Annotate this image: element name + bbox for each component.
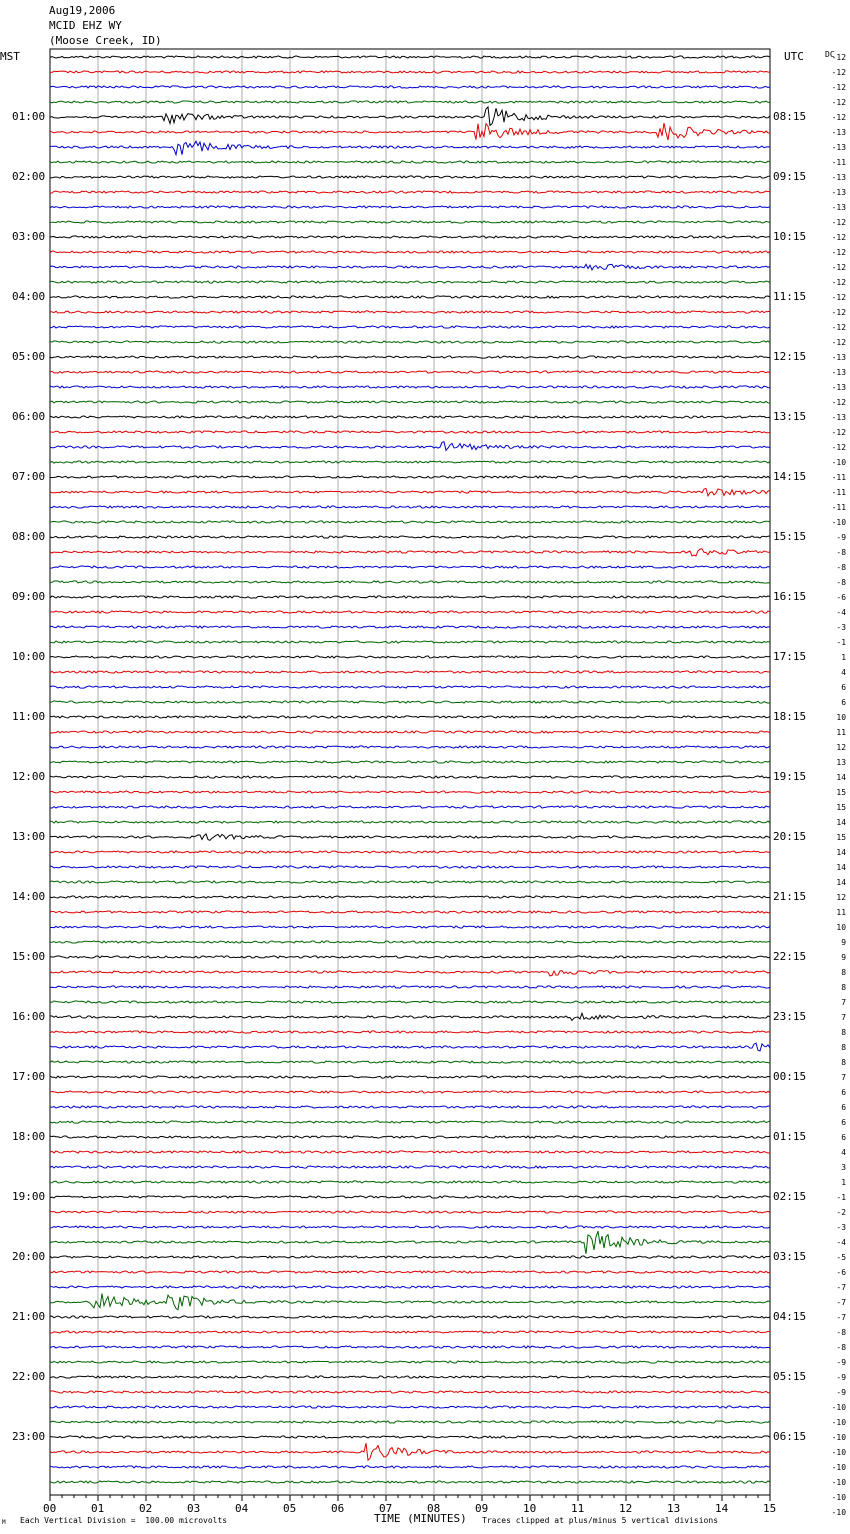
dc-offset-value: 15 [836, 833, 847, 842]
x-tick-label: 07 [379, 1502, 393, 1515]
seismic-trace [50, 926, 770, 928]
chart-location: (Moose Creek, ID) [49, 34, 162, 47]
dc-offset-value: 8 [841, 983, 847, 992]
seismic-trace [50, 206, 770, 208]
mst-hour-label: 05:00 [12, 350, 46, 363]
mst-hour-label: 09:00 [12, 590, 46, 603]
dc-offset-value: 8 [841, 1043, 847, 1052]
seismic-trace [50, 821, 770, 823]
dc-offset-value: -13 [831, 143, 847, 152]
seismic-trace [50, 296, 770, 298]
dc-offset-value: 4 [841, 668, 847, 677]
dc-offset-value: -13 [831, 383, 847, 392]
seismic-trace [50, 1151, 770, 1153]
seismic-trace [50, 1406, 770, 1408]
dc-offset-value: 14 [836, 773, 847, 782]
dc-offset-value: -4 [836, 1238, 847, 1247]
x-tick-label: 15 [763, 1502, 777, 1515]
dc-offset-value: -12 [831, 68, 847, 77]
dc-offset-value: -12 [831, 113, 847, 122]
dc-offset-value: 13 [836, 758, 847, 767]
seismic-trace [50, 1211, 770, 1213]
seismic-trace [50, 251, 770, 253]
dc-offset-value: 8 [841, 1028, 847, 1037]
seismic-trace [50, 1226, 770, 1228]
dc-offset-value: 7 [841, 1073, 847, 1082]
seismic-trace [50, 1091, 770, 1093]
seismic-trace [50, 107, 770, 125]
seismic-trace [50, 1293, 770, 1309]
dc-offset-value: -13 [831, 413, 847, 422]
seismic-trace [50, 1466, 770, 1468]
seismic-trace [50, 656, 770, 658]
utc-hour-label: 18:15 [773, 710, 807, 723]
x-tick-label: 11 [571, 1502, 585, 1515]
seismic-trace [50, 941, 770, 943]
x-tick-label: 04 [235, 1502, 249, 1515]
dc-offset-value: 6 [841, 1118, 847, 1127]
dc-offset-value: 6 [841, 683, 847, 692]
clip-note: Traces clipped at plus/minus 5 vertical divisions [482, 1516, 719, 1525]
seismic-trace [50, 641, 770, 643]
mst-hour-label: 12:00 [12, 770, 46, 783]
dc-offset-value: -10 [831, 1493, 847, 1502]
utc-hour-label: 03:15 [773, 1250, 807, 1263]
dc-offset-value: 10 [836, 713, 847, 722]
seismic-trace [50, 461, 770, 463]
dc-offset-value: 14 [836, 878, 847, 887]
seismic-trace [50, 311, 770, 313]
seismic-trace [50, 1286, 770, 1288]
chart-station: MCID EHZ WY [49, 19, 122, 32]
dc-offset-value: -10 [831, 1478, 847, 1487]
dc-offset-value: 7 [841, 998, 847, 1007]
seismic-trace [50, 1166, 770, 1168]
seismic-trace [50, 431, 770, 433]
dc-offset-value: -12 [831, 53, 847, 62]
mst-hour-label: 08:00 [12, 530, 46, 543]
x-tick-label: 01 [91, 1502, 105, 1515]
seismic-trace [50, 1346, 770, 1348]
utc-hour-label: 11:15 [773, 290, 807, 303]
dc-offset-value: 12 [836, 893, 847, 902]
dc-offset-value: 1 [841, 1178, 847, 1187]
seismic-trace [50, 536, 770, 538]
mst-hour-label: 14:00 [12, 890, 46, 903]
seismic-trace [50, 834, 770, 840]
seismic-trace [50, 101, 770, 103]
seismic-trace [50, 731, 770, 733]
seismic-trace [50, 521, 770, 523]
seismic-trace [50, 488, 770, 496]
seismic-trace [50, 671, 770, 673]
dc-offset-value: 4 [841, 1148, 847, 1157]
dc-offset-value: -12 [831, 308, 847, 317]
utc-hour-label: 05:15 [773, 1370, 807, 1383]
seismic-trace [50, 761, 770, 763]
dc-offset-value: 8 [841, 968, 847, 977]
seismic-trace [50, 161, 770, 163]
seismic-trace [50, 1481, 770, 1483]
seismic-trace [50, 1443, 770, 1460]
dc-offset-value: -9 [836, 1373, 847, 1382]
dc-offset-value: -12 [831, 338, 847, 347]
utc-hour-label: 02:15 [773, 1190, 807, 1203]
dc-offset-value: -10 [831, 518, 847, 527]
mst-hour-label: 06:00 [12, 410, 46, 423]
seismic-trace [50, 956, 770, 958]
seismic-trace [50, 896, 770, 898]
chart-date: Aug19,2006 [49, 4, 116, 17]
seismic-trace [50, 1001, 770, 1003]
seismic-trace [50, 442, 770, 451]
dc-offset-value: -1 [836, 1193, 847, 1202]
seismic-trace [50, 986, 770, 988]
seismic-trace [50, 1136, 770, 1138]
right-zone-label: UTC [784, 50, 804, 63]
mst-hour-label: 18:00 [12, 1130, 46, 1143]
dc-offset-value: -12 [831, 263, 847, 272]
seismic-trace [50, 1121, 770, 1123]
dc-offset-value: 6 [841, 1088, 847, 1097]
seismic-trace [50, 716, 770, 718]
dc-offset-value: -6 [836, 1268, 847, 1277]
seismic-trace [50, 1196, 770, 1198]
utc-hour-label: 00:15 [773, 1070, 807, 1083]
mst-hour-label: 04:00 [12, 290, 46, 303]
seismic-trace [50, 1436, 770, 1438]
dc-offset-value: 7 [841, 1013, 847, 1022]
utc-hour-label: 14:15 [773, 470, 807, 483]
seismic-trace [50, 1181, 770, 1183]
x-tick-label: 02 [139, 1502, 153, 1515]
dc-offset-value: -12 [831, 428, 847, 437]
dc-offset-value: -13 [831, 368, 847, 377]
x-tick-label: 13 [667, 1502, 681, 1515]
mst-hour-label: 15:00 [12, 950, 46, 963]
seismic-trace [50, 191, 770, 193]
seismic-trace [50, 1061, 770, 1063]
seismic-trace [50, 1376, 770, 1378]
mst-hour-label: 22:00 [12, 1370, 46, 1383]
scale-note: Each Vertical Division = 100.00 microvolts [20, 1516, 228, 1525]
seismic-trace [50, 264, 770, 270]
dc-offset-value: 6 [841, 1133, 847, 1142]
mst-hour-label: 21:00 [12, 1310, 46, 1323]
corner-mark: M [2, 1519, 6, 1526]
dc-offset-value: 14 [836, 818, 847, 827]
dc-offset-value: 15 [836, 788, 847, 797]
utc-hour-label: 06:15 [773, 1430, 807, 1443]
dc-offset-value: 6 [841, 1103, 847, 1112]
seismic-trace [50, 401, 770, 403]
mst-hour-label: 11:00 [12, 710, 46, 723]
x-tick-label: 00 [43, 1502, 57, 1515]
seismic-trace [50, 1231, 770, 1254]
seismic-trace [50, 1316, 770, 1318]
dc-offset-value: -9 [836, 1358, 847, 1367]
utc-hour-label: 10:15 [773, 230, 807, 243]
x-axis-label: TIME (MINUTES) [374, 1512, 467, 1525]
seismic-trace [50, 911, 770, 913]
mst-hour-label: 13:00 [12, 830, 46, 843]
dc-offset-value: -12 [831, 323, 847, 332]
dc-offset-value: -9 [836, 533, 847, 542]
dc-offset-value: -11 [831, 503, 847, 512]
seismic-trace [50, 141, 770, 155]
dc-offset-value: -1 [836, 638, 847, 647]
dc-offset-value: -10 [831, 1433, 847, 1442]
utc-hour-label: 13:15 [773, 410, 807, 423]
x-tick-label: 03 [187, 1502, 201, 1515]
x-tick-label: 06 [331, 1502, 345, 1515]
seismic-trace [50, 236, 770, 238]
seismic-trace [50, 776, 770, 778]
dc-label: DC [825, 50, 835, 59]
dc-offset-value: -5 [836, 1253, 847, 1262]
utc-hour-label: 12:15 [773, 350, 807, 363]
x-tick-label: 05 [283, 1502, 297, 1515]
utc-hour-label: 01:15 [773, 1130, 807, 1143]
seismic-trace [50, 123, 770, 140]
seismic-trace [50, 611, 770, 613]
x-tick-label: 10 [523, 1502, 537, 1515]
dc-offset-value: -12 [831, 218, 847, 227]
dc-offset-value: 1 [841, 653, 847, 662]
seismic-trace [50, 356, 770, 358]
seismic-trace [50, 1391, 770, 1393]
seismic-trace [50, 221, 770, 223]
mst-hour-label: 10:00 [12, 650, 46, 663]
utc-hour-label: 23:15 [773, 1010, 807, 1023]
seismic-trace [50, 686, 770, 688]
dc-offset-value: 6 [841, 698, 847, 707]
utc-hour-label: 17:15 [773, 650, 807, 663]
seismic-trace [50, 371, 770, 373]
seismic-trace [50, 1271, 770, 1273]
seismic-trace [50, 596, 770, 598]
seismic-trace [50, 971, 770, 976]
dc-offset-value: -11 [831, 158, 847, 167]
utc-hour-label: 20:15 [773, 830, 807, 843]
seismic-trace [50, 1043, 770, 1051]
dc-offset-value: -10 [831, 1463, 847, 1472]
seismic-trace [50, 476, 770, 478]
utc-hour-label: 15:15 [773, 530, 807, 543]
seismic-trace [50, 1421, 770, 1423]
seismic-trace [50, 1106, 770, 1108]
dc-offset-value: -2 [836, 1208, 847, 1217]
seismic-trace [50, 746, 770, 748]
seismic-trace [50, 806, 770, 808]
dc-offset-value: -7 [836, 1298, 847, 1307]
dc-offset-value: 14 [836, 863, 847, 872]
seismic-trace [50, 549, 770, 556]
dc-offset-value: -10 [831, 1448, 847, 1457]
x-tick-label: 14 [715, 1502, 729, 1515]
seismic-trace [50, 866, 770, 868]
dc-offset-value: -8 [836, 578, 847, 587]
dc-offset-value: -13 [831, 173, 847, 182]
seismic-trace [50, 56, 770, 58]
seismic-trace [50, 851, 770, 853]
seismic-trace [50, 1361, 770, 1363]
seismic-trace [50, 1076, 770, 1078]
dc-offset-value: 9 [841, 953, 847, 962]
seismic-trace [50, 881, 770, 883]
seismic-trace [50, 1013, 770, 1020]
dc-offset-value: -12 [831, 98, 847, 107]
dc-offset-value: -10 [831, 1508, 847, 1517]
dc-offset-value: -4 [836, 608, 847, 617]
x-tick-label: 08 [427, 1502, 441, 1515]
utc-hour-label: 22:15 [773, 950, 807, 963]
dc-offset-value: -12 [831, 248, 847, 257]
dc-offset-value: -9 [836, 1388, 847, 1397]
dc-offset-value: -13 [831, 128, 847, 137]
utc-hour-label: 19:15 [773, 770, 807, 783]
mst-hour-label: 02:00 [12, 170, 46, 183]
seismic-trace [50, 701, 770, 703]
dc-offset-value: 14 [836, 848, 847, 857]
seismic-trace [50, 791, 770, 793]
seismic-trace [50, 626, 770, 628]
dc-offset-value: -7 [836, 1283, 847, 1292]
dc-offset-value: -12 [831, 83, 847, 92]
seismic-trace [50, 506, 770, 508]
dc-offset-value: -11 [831, 473, 847, 482]
dc-offset-value: -10 [831, 1403, 847, 1412]
dc-offset-value: -12 [831, 293, 847, 302]
seismic-trace [50, 176, 770, 178]
seismic-trace [50, 86, 770, 88]
mst-hour-label: 16:00 [12, 1010, 46, 1023]
dc-offset-value: -8 [836, 548, 847, 557]
dc-offset-value: -8 [836, 563, 847, 572]
seismic-trace [50, 1331, 770, 1333]
seismic-trace [50, 326, 770, 328]
dc-offset-value: 3 [841, 1163, 847, 1172]
mst-hour-label: 19:00 [12, 1190, 46, 1203]
dc-offset-value: -11 [831, 488, 847, 497]
dc-offset-value: -8 [836, 1343, 847, 1352]
utc-hour-label: 21:15 [773, 890, 807, 903]
mst-hour-label: 01:00 [12, 110, 46, 123]
mst-hour-label: 03:00 [12, 230, 46, 243]
dc-offset-value: -6 [836, 593, 847, 602]
utc-hour-label: 08:15 [773, 110, 807, 123]
dc-offset-value: 12 [836, 743, 847, 752]
dc-offset-value: -12 [831, 398, 847, 407]
dc-offset-value: 15 [836, 803, 847, 812]
dc-offset-value: -13 [831, 203, 847, 212]
utc-hour-label: 16:15 [773, 590, 807, 603]
seismic-trace [50, 386, 770, 388]
x-tick-label: 12 [619, 1502, 633, 1515]
left-zone-label: MST [0, 50, 20, 63]
dc-offset-value: -7 [836, 1313, 847, 1322]
dc-offset-value: -12 [831, 443, 847, 452]
seismic-trace [50, 341, 770, 343]
dc-offset-value: 8 [841, 1058, 847, 1067]
mst-hour-label: 07:00 [12, 470, 46, 483]
mst-hour-label: 17:00 [12, 1070, 46, 1083]
dc-offset-value: 9 [841, 938, 847, 947]
dc-offset-value: -13 [831, 188, 847, 197]
dc-offset-value: -12 [831, 278, 847, 287]
utc-hour-label: 04:15 [773, 1310, 807, 1323]
x-tick-label: 09 [475, 1502, 489, 1515]
dc-offset-value: -3 [836, 623, 847, 632]
mst-hour-label: 20:00 [12, 1250, 46, 1263]
dc-offset-value: -8 [836, 1328, 847, 1337]
dc-offset-value: -12 [831, 233, 847, 242]
dc-offset-value: -10 [831, 458, 847, 467]
mst-hour-label: 23:00 [12, 1430, 46, 1443]
dc-offset-value: -3 [836, 1223, 847, 1232]
seismic-trace [50, 71, 770, 73]
utc-hour-label: 09:15 [773, 170, 807, 183]
seismic-trace [50, 581, 770, 583]
seismic-trace [50, 1031, 770, 1033]
dc-offset-value: -10 [831, 1418, 847, 1427]
seismic-trace [50, 1256, 770, 1258]
dc-offset-value: 11 [836, 728, 847, 737]
seismic-trace [50, 566, 770, 568]
seismic-trace [50, 281, 770, 283]
dc-offset-value: -13 [831, 353, 847, 362]
seismic-trace [50, 416, 770, 418]
dc-offset-value: 11 [836, 908, 847, 917]
dc-offset-value: 10 [836, 923, 847, 932]
